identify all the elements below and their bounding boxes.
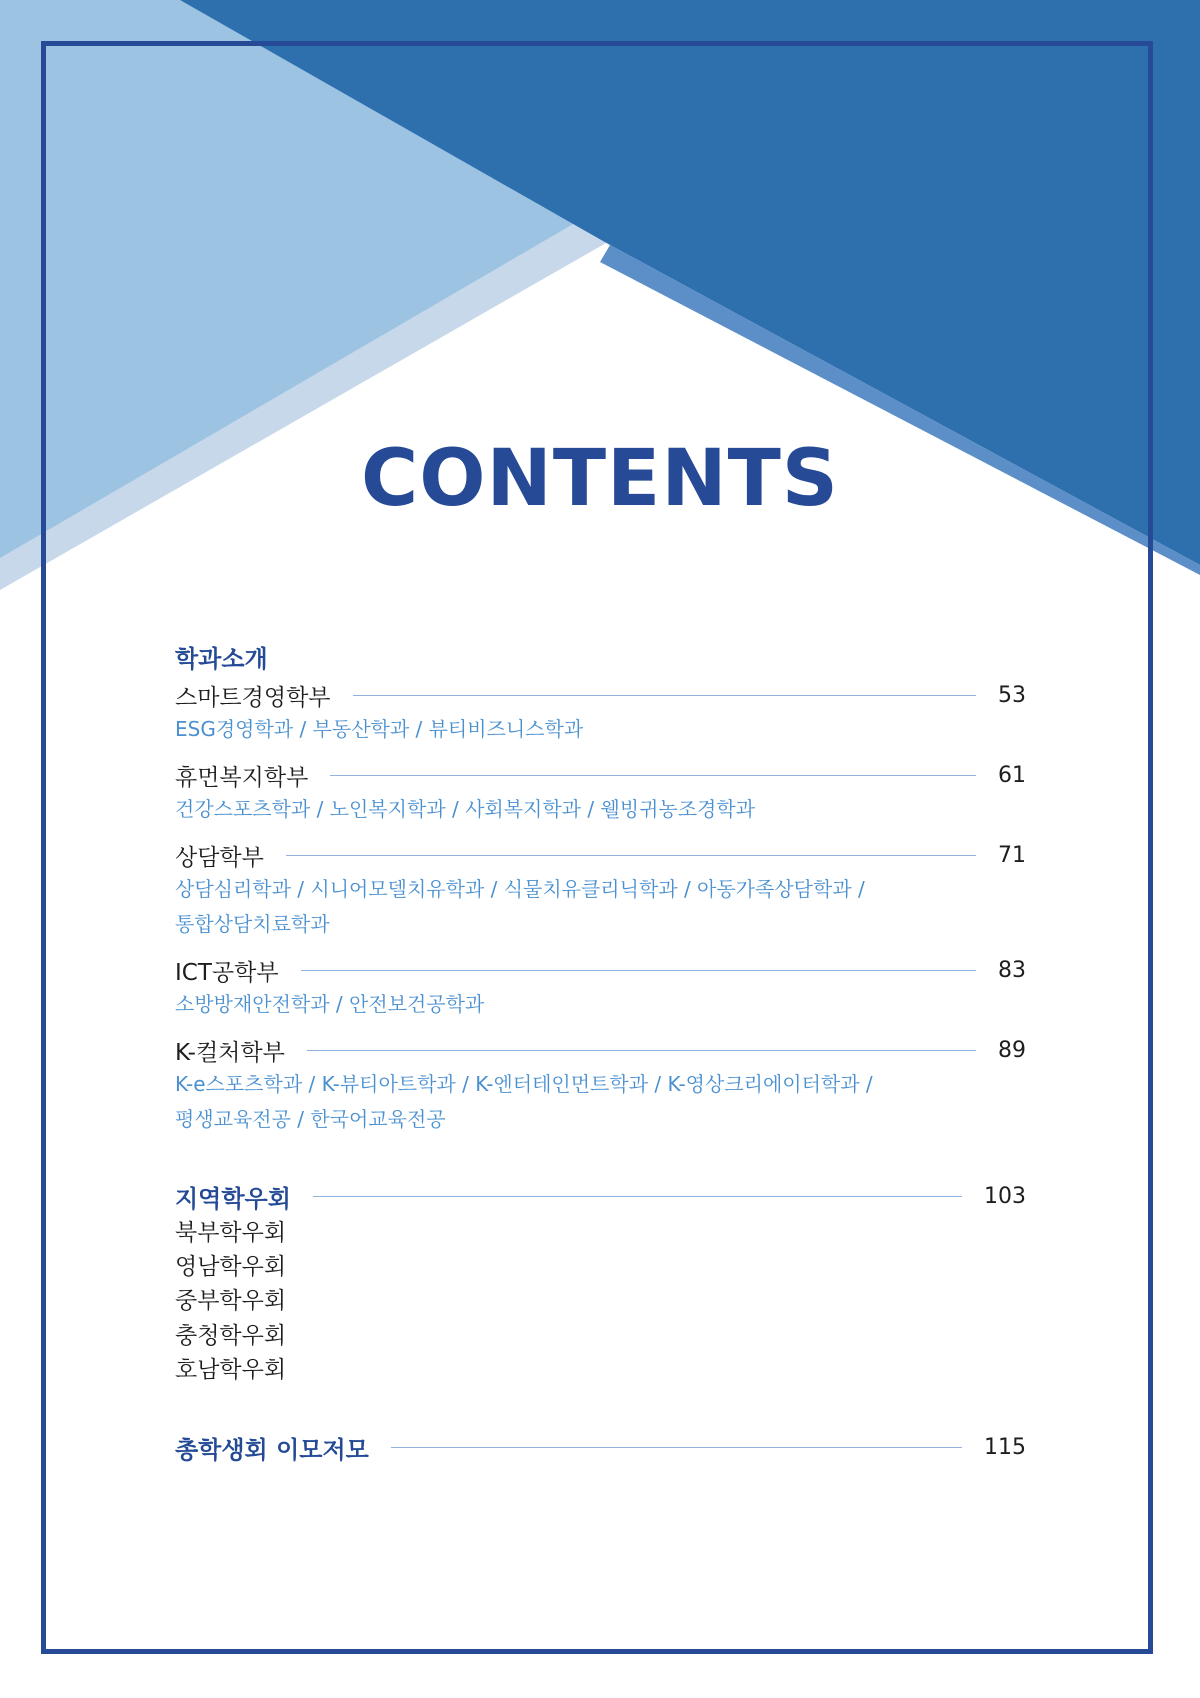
entry-subdepartments: 소방방재안전학과 / 안전보건공학과 — [175, 992, 485, 1016]
page-number: 89 — [998, 1037, 1026, 1063]
toc-entry-human-welfare[interactable] — [175, 760, 1026, 790]
list-item: 영남학우회 — [175, 1254, 287, 1280]
leader-line — [330, 775, 976, 776]
page-number: 83 — [998, 957, 1026, 983]
leader-line — [286, 855, 976, 856]
toc-entry-smart-business[interactable] — [175, 680, 1026, 710]
list-item: 북부학우회 — [175, 1220, 287, 1246]
toc-entry-student-council[interactable] — [175, 1432, 1026, 1462]
page-number: 61 — [998, 762, 1026, 788]
entry-label: 휴먼복지학부 — [175, 764, 309, 791]
entry-label: 스마트경영학부 — [175, 684, 331, 711]
entry-subdepartments: 건강스포츠학과 / 노인복지학과 / 사회복지학과 / 웰빙귀농조경학과 — [175, 797, 755, 821]
entry-label: ICT공학부 — [175, 959, 279, 986]
page-number: 103 — [984, 1183, 1026, 1209]
leader-line — [391, 1447, 962, 1448]
page-number: 115 — [984, 1434, 1026, 1460]
section-heading-departments: 학과소개 — [175, 645, 268, 673]
leader-line — [313, 1196, 962, 1197]
section-heading-student-council: 총학생회 이모저모 — [175, 1435, 369, 1464]
toc-entry-k-culture[interactable] — [175, 1035, 1026, 1065]
toc-entry-counseling[interactable] — [175, 840, 1026, 870]
toc-entry-regional-associations[interactable] — [175, 1181, 1026, 1211]
toc-entry-ict[interactable] — [175, 955, 1026, 985]
entry-subdepartments: ESG경영학과 / 부동산학과 / 뷰티비즈니스학과 — [175, 717, 584, 741]
page-number: 53 — [998, 682, 1026, 708]
entry-subdepartments: K-e스포츠학과 / K-뷰티아트학과 / K-엔터테인먼트학과 / K-영상크리에이터학과 / — [175, 1072, 873, 1096]
entry-label: K-컬처학부 — [175, 1039, 285, 1066]
entry-label: 상담학부 — [175, 844, 264, 871]
page-number: 71 — [998, 842, 1026, 868]
leader-line — [353, 695, 976, 696]
entry-subdepartments-continued: 평생교육전공 / 한국어교육전공 — [175, 1107, 446, 1131]
leader-line — [307, 1050, 976, 1051]
leader-line — [301, 970, 976, 971]
page-title: CONTENTS — [361, 434, 839, 524]
list-item: 충청학우회 — [175, 1323, 287, 1349]
entry-subdepartments-continued: 통합상담치료학과 — [175, 912, 330, 936]
list-item: 중부학우회 — [175, 1288, 287, 1314]
section-heading-regional: 지역학우회 — [175, 1184, 291, 1213]
entry-subdepartments: 상담심리학과 / 시니어모델치유학과 / 식물치유클리닉학과 / 아동가족상담학과 / — [175, 877, 865, 901]
list-item: 호남학우회 — [175, 1357, 287, 1383]
